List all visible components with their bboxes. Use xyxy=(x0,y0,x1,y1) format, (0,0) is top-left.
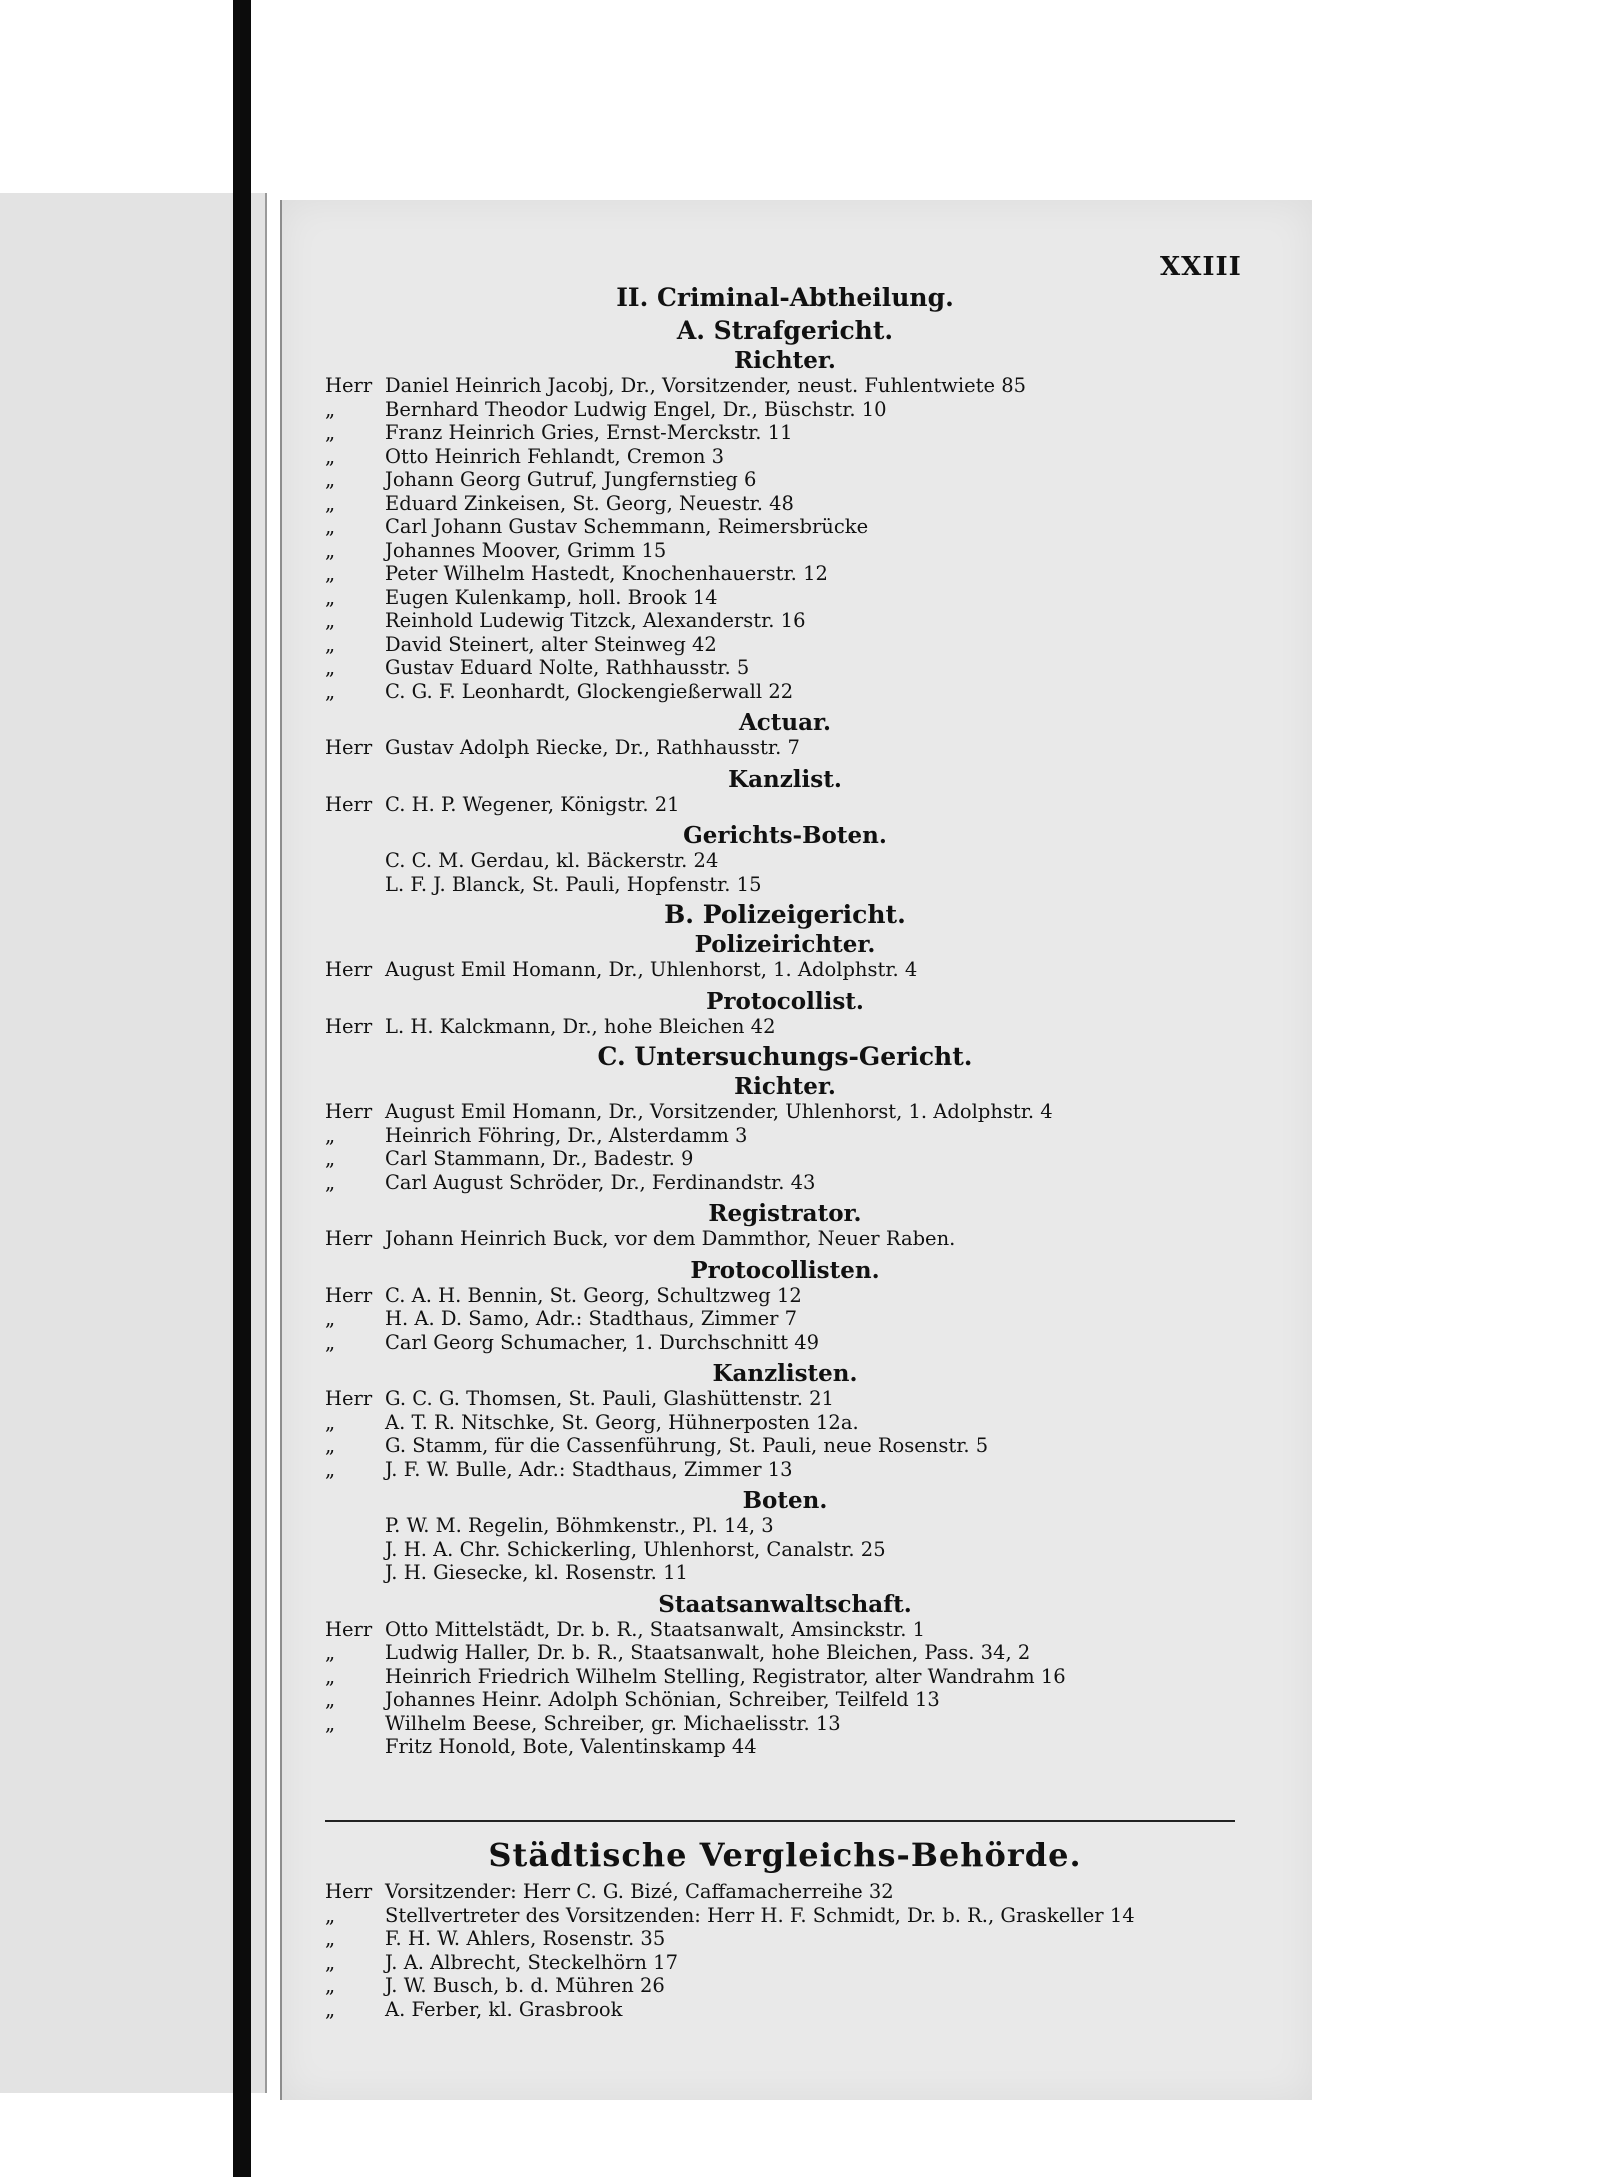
entry-line xyxy=(325,398,1245,422)
entry-line xyxy=(325,1171,1245,1195)
entry-text: Carl Georg Schumacher, 1. Durchschnitt 49 xyxy=(385,1330,820,1354)
entry-lead: „ xyxy=(325,1664,336,1688)
entry-text: J. H. Giesecke, kl. Rosenstr. 11 xyxy=(385,1561,688,1584)
entry-line xyxy=(325,1538,1245,1562)
entry-text: C. G. F. Leonhardt, Glockengießerwall 22 xyxy=(385,679,794,703)
entry-lead: Herr xyxy=(325,736,373,759)
entry-line xyxy=(325,539,1245,563)
group-heading: Gerichts-Boten. xyxy=(683,822,887,849)
entry-text: Johann Heinrich Buck, vor dem Dammthor, Neuer Raben. xyxy=(385,1227,956,1250)
entry-line xyxy=(325,586,1245,610)
entry-text: Heinrich Friedrich Wilhelm Stelling, Registrator, alter Wandrahm 16 xyxy=(385,1664,1066,1688)
entry-text: Johannes Heinr. Adolph Schönian, Schreiber, Teilfeld 13 xyxy=(385,1688,940,1711)
entry-line xyxy=(325,633,1245,657)
entry-line xyxy=(325,1561,1245,1585)
entry-line xyxy=(325,1927,1245,1951)
group-heading: Protocollist. xyxy=(706,987,864,1015)
entry-lead: Herr xyxy=(325,1387,373,1410)
entry-lead: „ xyxy=(325,397,336,421)
entry-lead: Herr xyxy=(325,1283,373,1307)
entry-lead: „ xyxy=(325,421,336,444)
entry-line xyxy=(325,680,1245,704)
entry-line xyxy=(325,1124,1245,1148)
entry-lead: „ xyxy=(325,1950,336,1974)
entry-text: Carl Stammann, Dr., Badestr. 9 xyxy=(385,1147,694,1170)
entry-line xyxy=(325,1641,1245,1665)
entry-lead: „ xyxy=(325,585,336,609)
entry-line xyxy=(325,1904,1245,1928)
entry-lead: „ xyxy=(325,444,336,468)
subsection-title: A. Strafgericht. xyxy=(676,316,894,345)
entry-text: Gustav Adolph Riecke, Dr., Rathhausstr. 7 xyxy=(385,736,800,759)
entry-line xyxy=(325,1100,1245,1124)
entry-line xyxy=(325,609,1245,633)
subsection-title: B. Polizeigericht. xyxy=(664,900,906,929)
entry-line xyxy=(325,445,1245,469)
entry-lead: „ xyxy=(325,1123,336,1147)
entry-line xyxy=(325,1974,1245,1998)
entry-line xyxy=(325,374,1245,398)
entry-lead: „ xyxy=(325,1711,336,1735)
entry-lead: „ xyxy=(325,1997,336,2021)
entry-lead: „ xyxy=(325,679,336,703)
entry-lead: Herr xyxy=(325,1100,373,1123)
group-heading: Protocollisten. xyxy=(690,1256,880,1284)
entry-text: Vorsitzender: Herr C. G. Bizé, Caffamacherreihe 32 xyxy=(385,1880,894,1903)
entry-text: Gustav Eduard Nolte, Rathhausstr. 5 xyxy=(385,656,750,679)
entry-line xyxy=(325,1434,1245,1458)
book-spine xyxy=(233,0,251,2177)
entry-text: J. H. A. Chr. Schickerling, Uhlenhorst, Canalstr. 25 xyxy=(385,1537,886,1561)
entry-lead: „ xyxy=(325,1330,336,1354)
entry-text: Eduard Zinkeisen, St. Georg, Neuestr. 48 xyxy=(385,491,794,515)
entry-lead: „ xyxy=(325,656,336,679)
entry-text: C. A. H. Bennin, St. Georg, Schultzweg 12 xyxy=(385,1283,802,1307)
entry-text: G. Stamm, für die Cassenführung, St. Pauli, neue Rosenstr. 5 xyxy=(385,1434,989,1457)
entry-text: Carl Johann Gustav Schemmann, Reimersbrücke xyxy=(385,515,869,538)
entry-lead: „ xyxy=(325,1974,336,1997)
section-title: II. Criminal-Abtheilung. xyxy=(616,283,954,312)
entry-lead: Herr xyxy=(325,374,373,397)
entry-line xyxy=(325,1411,1245,1435)
entry-line xyxy=(325,468,1245,492)
entry-text: Stellvertreter des Vorsitzenden: Herr H. F. Schmidt, Dr. b. R., Graskeller 14 xyxy=(385,1903,1135,1927)
entry-text: J. A. Albrecht, Steckelhörn 17 xyxy=(385,1950,678,1974)
entry-text: A. T. R. Nitschke, St. Georg, Hühnerposten 12a. xyxy=(385,1410,859,1434)
entry-lead: Herr xyxy=(325,1880,373,1903)
entry-lead: „ xyxy=(325,468,336,491)
entry-lead: „ xyxy=(325,562,336,585)
entry-line xyxy=(325,515,1245,539)
entry-line xyxy=(325,1307,1245,1331)
entry-lead: Herr xyxy=(325,792,373,816)
entry-text: August Emil Homann, Dr., Uhlenhorst, 1. Adolphstr. 4 xyxy=(385,958,918,981)
section-divider xyxy=(325,1820,1235,1822)
entry-line xyxy=(325,1331,1245,1355)
entry-line xyxy=(325,1227,1245,1251)
entry-line xyxy=(325,1688,1245,1712)
entry-lead: „ xyxy=(325,1457,336,1481)
entry-text: Otto Mittelstädt, Dr. b. R., Staatsanwalt, Amsinckstr. 1 xyxy=(385,1617,926,1641)
entry-lead: „ xyxy=(325,538,336,562)
entry-line xyxy=(325,1880,1245,1904)
entry-line xyxy=(325,1951,1245,1975)
entry-line xyxy=(325,793,1245,817)
entry-line xyxy=(325,958,1245,982)
entry-line xyxy=(325,1665,1245,1689)
entry-text: Otto Heinrich Fehlandt, Cremon 3 xyxy=(385,444,725,468)
entry-lead: „ xyxy=(325,1410,336,1434)
entry-line xyxy=(325,1618,1245,1642)
group-heading: Richter. xyxy=(734,347,836,374)
entry-text: Wilhelm Beese, Schreiber, gr. Michaelisstr. 13 xyxy=(385,1711,841,1735)
entry-line xyxy=(325,1387,1245,1411)
entry-lead: „ xyxy=(325,1147,336,1170)
entry-text: P. W. M. Regelin, Böhmkenstr., Pl. 14, 3 xyxy=(385,1514,774,1537)
group-heading: Boten. xyxy=(742,1487,828,1514)
entry-text: Reinhold Ludewig Titzck, Alexanderstr. 16 xyxy=(385,609,806,632)
entry-lead: „ xyxy=(325,491,336,515)
entry-text: Peter Wilhelm Hastedt, Knochenhauerstr. 12 xyxy=(385,562,828,585)
entry-text: A. Ferber, kl. Grasbrook xyxy=(385,1997,623,2021)
page-number: XXIII xyxy=(1160,252,1242,282)
group-heading: Staatsanwaltschaft. xyxy=(658,1590,912,1618)
entry-line xyxy=(325,1712,1245,1736)
group-heading: Polizeirichter. xyxy=(694,931,876,958)
entry-line xyxy=(325,1458,1245,1482)
group-heading: Kanzlist. xyxy=(728,765,842,793)
entry-line xyxy=(325,1998,1245,2022)
entry-text: L. F. J. Blanck, St. Pauli, Hopfenstr. 15 xyxy=(385,872,762,896)
entry-text: G. C. G. Thomsen, St. Pauli, Glashüttenstr. 21 xyxy=(385,1387,834,1410)
entry-line xyxy=(325,873,1245,897)
entry-lead: „ xyxy=(325,1903,336,1927)
group-heading: Actuar. xyxy=(738,709,832,736)
subsection-title: C. Untersuchungs-Gericht. xyxy=(597,1042,973,1071)
entry-text: Bernhard Theodor Ludwig Engel, Dr., Büschstr. 10 xyxy=(385,397,887,421)
second-content xyxy=(325,1836,1245,2021)
entry-lead: „ xyxy=(325,1641,336,1664)
group-heading: Richter. xyxy=(734,1073,836,1100)
entry-text: Franz Heinrich Gries, Ernst-Merckstr. 11 xyxy=(385,421,793,444)
entry-text: Fritz Honold, Bote, Valentinskamp 44 xyxy=(385,1735,757,1758)
entry-lead: Herr xyxy=(325,958,373,981)
entry-line xyxy=(325,1735,1245,1759)
entry-lead: „ xyxy=(325,1434,336,1457)
entry-text: Carl August Schröder, Dr., Ferdinandstr. 43 xyxy=(385,1170,816,1194)
group-heading: Kanzlisten. xyxy=(712,1360,858,1387)
entry-line xyxy=(325,1514,1245,1538)
entry-lead: „ xyxy=(325,632,336,656)
entry-text: J. W. Busch, b. d. Mühren 26 xyxy=(385,1974,665,1997)
entry-text: H. A. D. Samo, Adr.: Stadthaus, Zimmer 7 xyxy=(385,1307,798,1330)
entry-line xyxy=(325,656,1245,680)
entry-text: Daniel Heinrich Jacobj, Dr., Vorsitzender, neust. Fuhlentwiete 85 xyxy=(385,374,1027,397)
entry-text: Eugen Kulenkamp, holl. Brook 14 xyxy=(385,585,718,609)
main-content xyxy=(325,283,1245,1759)
entry-line xyxy=(325,1284,1245,1308)
entry-line xyxy=(325,849,1245,873)
entry-text: David Steinert, alter Steinweg 42 xyxy=(385,632,717,656)
entry-text: Johannes Moover, Grimm 15 xyxy=(385,538,667,562)
entry-line xyxy=(325,492,1245,516)
second-section-title: Städtische Vergleichs-Behörde. xyxy=(488,1836,1082,1874)
entry-line xyxy=(325,562,1245,586)
entry-line xyxy=(325,736,1245,760)
entry-text: F. H. W. Ahlers, Rosenstr. 35 xyxy=(385,1927,666,1950)
entry-lead: „ xyxy=(325,1170,336,1194)
entry-text: C. C. M. Gerdau, kl. Bäckerstr. 24 xyxy=(385,849,719,872)
entry-text: Ludwig Haller, Dr. b. R., Staatsanwalt, hohe Bleichen, Pass. 34, 2 xyxy=(385,1641,1031,1664)
entry-lead: „ xyxy=(325,1688,336,1711)
entry-lead: „ xyxy=(325,515,336,538)
entry-lead: Herr xyxy=(325,1617,373,1641)
left-page-edge xyxy=(0,193,267,2093)
entry-lead: „ xyxy=(325,1927,336,1950)
entry-text: C. H. P. Wegener, Königstr. 21 xyxy=(385,792,680,816)
entry-text: Johann Georg Gutruf, Jungfernstieg 6 xyxy=(385,468,757,491)
entry-line xyxy=(325,1015,1245,1039)
entry-text: Heinrich Föhring, Dr., Alsterdamm 3 xyxy=(385,1123,748,1147)
entry-lead: Herr xyxy=(325,1014,373,1038)
entry-text: August Emil Homann, Dr., Vorsitzender, Uhlenhorst, 1. Adolphstr. 4 xyxy=(385,1100,1053,1123)
entry-text: J. F. W. Bulle, Adr.: Stadthaus, Zimmer 13 xyxy=(385,1457,793,1481)
entry-lead: „ xyxy=(325,609,336,632)
group-heading: Registrator. xyxy=(708,1200,862,1227)
entry-line xyxy=(325,1147,1245,1171)
entry-lead: Herr xyxy=(325,1227,373,1250)
entry-text: L. H. Kalckmann, Dr., hohe Bleichen 42 xyxy=(385,1014,776,1038)
entry-line xyxy=(325,421,1245,445)
entry-lead: „ xyxy=(325,1307,336,1330)
